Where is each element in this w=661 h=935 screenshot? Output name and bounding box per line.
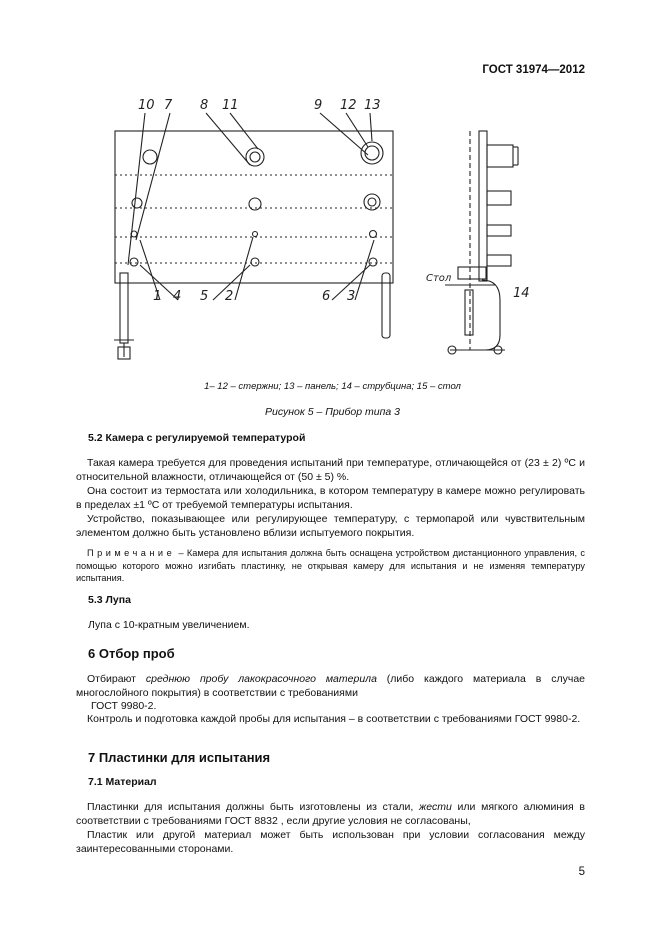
label-6: 6: [322, 289, 331, 304]
section-5-2-title: 5.2 Камера с регулируемой температурой: [88, 432, 306, 444]
label-13: 13: [364, 98, 381, 113]
section-5-3-p1: Лупа с 10-кратным увеличением.: [88, 619, 250, 631]
section-6-title: 6 Отбор проб: [88, 646, 175, 661]
note-label: Примечание: [87, 548, 176, 558]
section-5-3-title: 5.3 Лупа: [88, 594, 131, 606]
standard-header: ГОСТ 31974—2012: [482, 64, 585, 76]
label-table: Cтол: [426, 273, 452, 284]
label-7: 7: [164, 98, 173, 113]
section-6-p2: Контроль и подготовка каждой пробы для испытания – в соответствии с требованиями ГОСТ 9980-2.: [87, 713, 581, 725]
figure-legend: 1– 12 – стержни; 13 – панель; 14 – струбцина; 15 – стол: [204, 381, 461, 392]
device-figure: [100, 95, 540, 385]
label-4: 4: [173, 289, 182, 304]
note-text: – Камера для испытания должна быть оснащена устройством дистанционного управления, с помощью которого можно изгибать пластинку, не открывая камеру для испытания и не изменяя температуру испытания.: [76, 548, 585, 583]
section-7-1-title: 7.1 Материал: [88, 776, 157, 788]
label-12: 12: [340, 98, 357, 113]
figure-caption: Рисунок 5 – Прибор типа 3: [265, 406, 400, 418]
label-9: 9: [314, 98, 323, 113]
section-6-p1-ref: ГОСТ 9980-2.: [91, 700, 157, 712]
label-8: 8: [200, 98, 209, 113]
rod-hole: [143, 150, 157, 164]
section-5-2-note: [76, 547, 585, 585]
label-14: 14: [513, 286, 530, 301]
section-5-2-p3: Устройство, показывающее или регулирующее температуру, с термопарой или чувствительным элементом должно быть установлено вблизи испытуемого покрытия.: [76, 513, 585, 539]
section-7-title: 7 Пластинки для испытания: [88, 750, 271, 765]
label-10: 10: [138, 98, 155, 113]
section-5-2-p1: Такая камера требуется для проведения испытаний при температуре, отличающейся от (23 ± 2) ºС и относительной влажности, отличающейся от (50 ± 5) %.: [76, 457, 585, 483]
label-11: 11: [222, 98, 239, 113]
label-1: 1: [153, 289, 162, 304]
page-number: 5: [578, 866, 585, 878]
label-2: 2: [225, 289, 234, 304]
label-3: 3: [347, 289, 356, 304]
section-6-p1: Отбирают среднюю пробу лакокрасочного материла (либо каждого материала в случае многослойного покрытия) в соответствии с требованиями: [76, 673, 585, 699]
label-5: 5: [200, 289, 209, 304]
section-7-1-p1: Пластинки для испытания должны быть изготовлены из стали, жести или мягкого алюминия в соответствии с требованиями ГОСТ 8832 , если другие условия не согласованы,: [76, 801, 585, 827]
section-7-1-p2: Пластик или другой материал может быть использован при условии согласования между заинтересованными сторонами.: [76, 829, 585, 855]
section-5-2-p2: Она состоит из термостата или холодильника, в котором температуру в камере можно регулировать в пределах ±1 ºС от требуемой температуры испытания.: [76, 485, 585, 511]
